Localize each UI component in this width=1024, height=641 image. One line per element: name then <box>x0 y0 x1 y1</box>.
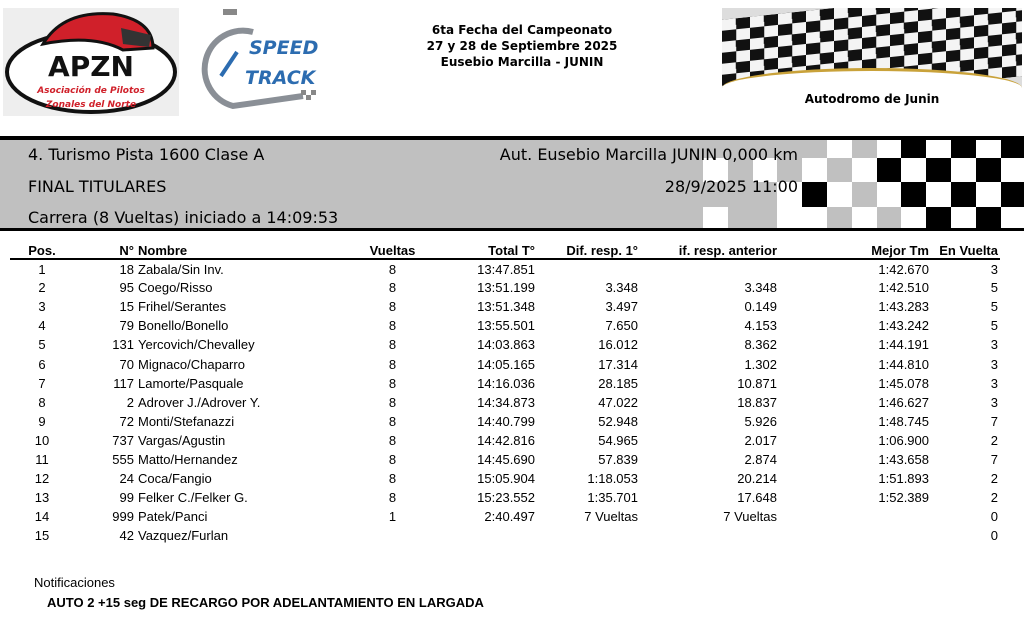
cell-on-lap: 7 <box>990 451 998 467</box>
cell-gap-first: 57.839 <box>598 451 638 467</box>
header-gap-previous: if. resp. anterior <box>640 242 779 259</box>
cell-laps: 8 <box>388 471 397 487</box>
cell-best-lap: 1:51.893 <box>878 471 929 487</box>
cell-number: 131 <box>112 337 134 353</box>
cell-gap-previous: 8.362 <box>744 337 777 353</box>
checker-square <box>852 140 877 158</box>
cell-best-lap: 1:42.670 <box>878 261 929 277</box>
table-row <box>10 354 1000 373</box>
cell-pos: 12 <box>34 471 50 487</box>
cell-total-time: 14:40.799 <box>477 413 535 429</box>
cell-pos: 15 <box>34 528 50 544</box>
checker-square <box>877 140 902 158</box>
cell-pos: 13 <box>34 490 50 506</box>
cell-pos: 10 <box>34 432 50 448</box>
cell-gap-previous: 5.926 <box>744 413 777 429</box>
table-row <box>10 469 1000 488</box>
cell-laps: 8 <box>388 261 397 277</box>
cell-best-lap: 1:44.810 <box>878 356 929 372</box>
cell-pos: 6 <box>38 356 46 372</box>
checker-square <box>802 158 827 182</box>
cell-name: Coego/Risso <box>138 280 213 296</box>
cell-total-time: 14:42.816 <box>477 432 535 448</box>
checker-square <box>877 182 902 207</box>
cell-best-lap: 1:46.627 <box>878 394 929 410</box>
cell-laps: 8 <box>388 432 397 448</box>
cell-on-lap: 7 <box>990 413 998 429</box>
cell-gap-previous: 7 Vueltas <box>723 509 777 525</box>
cell-gap-previous: 17.648 <box>737 490 777 506</box>
cell-number: 79 <box>119 318 134 334</box>
cell-gap-first: 3.497 <box>605 299 638 315</box>
cell-pos: 11 <box>35 451 49 467</box>
table-row <box>10 412 1000 431</box>
apzn-logo-subtitle-1: Asociación de Pilotos <box>37 86 145 96</box>
cell-gap-previous: 18.837 <box>737 394 777 410</box>
cell-gap-first <box>537 526 640 545</box>
cell-name: Coca/Fangio <box>138 471 212 487</box>
cell-laps: 8 <box>388 451 397 467</box>
table-row <box>10 297 1000 316</box>
cell-gap-first: 47.022 <box>598 394 638 410</box>
cell-on-lap: 3 <box>990 337 998 353</box>
cell-gap-first: 1:35.701 <box>587 490 638 506</box>
cell-pos: 2 <box>38 280 46 296</box>
checker-square <box>877 158 902 182</box>
cell-best-lap: 1:43.242 <box>878 318 929 334</box>
cell-number: 2 <box>126 394 134 410</box>
cell-name: Bonello/Bonello <box>138 318 229 334</box>
cell-number: 42 <box>119 528 134 544</box>
checker-square <box>877 207 902 231</box>
cell-best-lap: 1:48.745 <box>878 413 929 429</box>
cell-laps <box>330 526 455 545</box>
checker-square <box>901 140 926 158</box>
cell-gap-previous: 3.348 <box>744 280 777 296</box>
cell-on-lap: 2 <box>990 432 998 448</box>
cell-on-lap: 3 <box>990 375 998 391</box>
table-row <box>10 526 1000 545</box>
cell-best-lap <box>779 526 931 545</box>
table-row <box>10 450 1000 469</box>
checker-square <box>926 207 951 231</box>
cell-on-lap: 3 <box>990 394 998 410</box>
cell-name: Matto/Hernandez <box>138 451 238 467</box>
cell-gap-previous <box>640 526 779 545</box>
cell-gap-first: 1:18.053 <box>587 471 638 487</box>
cell-gap-first: 3.348 <box>605 280 638 296</box>
event-venue: Eusebio Marcilla - JUNIN <box>440 55 604 69</box>
cell-total-time: 14:05.165 <box>477 356 535 372</box>
speedtrack-logo-text-2: TRACK <box>245 67 316 89</box>
cell-gap-previous: 2.017 <box>744 432 777 448</box>
cell-laps: 8 <box>388 394 397 410</box>
table-row <box>10 259 1000 278</box>
cell-pos: 5 <box>38 337 46 353</box>
cell-laps: 8 <box>388 490 397 506</box>
cell-number: 72 <box>119 413 134 429</box>
cell-number: 15 <box>119 299 134 315</box>
cell-name: Yercovich/Chevalley <box>138 337 255 353</box>
header-number: N° <box>74 242 136 259</box>
checker-square <box>951 140 976 158</box>
cell-name: Patek/Panci <box>138 509 208 525</box>
cell-pos: 3 <box>38 299 46 315</box>
cell-name: Adrover J./Adrover Y. <box>138 394 261 410</box>
table-row <box>10 316 1000 335</box>
results-table <box>10 242 1000 545</box>
checker-square <box>703 207 728 231</box>
cell-gap-previous: 4.153 <box>744 318 777 334</box>
cell-on-lap: 5 <box>990 318 998 334</box>
event-dates: 27 y 28 de Septiembre 2025 <box>426 39 618 53</box>
cell-name: Zabala/Sin Inv. <box>138 261 224 277</box>
table-row <box>10 488 1000 507</box>
table-row <box>10 335 1000 354</box>
header-on-lap: En Vuelta <box>931 242 1000 259</box>
cell-number: 24 <box>119 471 134 487</box>
apzn-logo-subtitle-2: Zonales del Norte <box>45 100 137 110</box>
cell-gap-first: 7.650 <box>605 318 638 334</box>
table-row <box>10 278 1000 297</box>
event-round: 6ta Fecha del Campeonato <box>431 23 613 37</box>
cell-laps: 8 <box>388 280 397 296</box>
checker-square <box>827 182 852 207</box>
cell-total-time: 15:23.552 <box>477 490 535 506</box>
header-name: Nombre <box>136 242 330 259</box>
event-info <box>372 22 672 70</box>
table-row <box>10 507 1000 526</box>
cell-best-lap: 1:42.510 <box>878 280 929 296</box>
cell-gap-previous: 20.214 <box>737 471 777 487</box>
cell-pos: 8 <box>38 394 46 410</box>
header-laps: Vueltas <box>330 242 455 259</box>
apzn-logo-text: APZN <box>48 50 134 83</box>
cell-total-time: 13:47.851 <box>477 261 535 277</box>
cell-on-lap: 0 <box>990 528 998 544</box>
checker-square <box>753 207 778 231</box>
table-header <box>10 242 1000 259</box>
cell-laps: 8 <box>388 375 397 391</box>
checker-square <box>802 140 827 158</box>
race-banner <box>0 136 1024 231</box>
cell-total-time: 14:45.690 <box>477 451 535 467</box>
checker-square <box>852 207 877 231</box>
checker-square <box>1001 182 1024 207</box>
cell-number: 99 <box>119 490 134 506</box>
speedtrack-logo <box>193 6 333 112</box>
track-info: Aut. Eusebio Marcilla JUNIN 0,000 km <box>499 145 798 164</box>
cell-name: Vazquez/Furlan <box>138 528 229 544</box>
cell-best-lap: 1:43.658 <box>878 451 929 467</box>
cell-number: 70 <box>119 356 134 372</box>
cell-on-lap: 3 <box>990 356 998 372</box>
checker-square <box>827 140 852 158</box>
cell-gap-first: 17.314 <box>598 356 638 372</box>
cell-best-lap: 1:43.283 <box>878 299 929 315</box>
table-row <box>10 374 1000 393</box>
cell-on-lap: 5 <box>990 280 998 296</box>
checker-square <box>901 182 926 207</box>
checker-square <box>951 182 976 207</box>
cell-laps: 1 <box>388 509 397 525</box>
cell-total-time: 13:51.199 <box>477 280 535 296</box>
cell-gap-first <box>537 259 640 278</box>
cell-on-lap: 5 <box>990 299 998 315</box>
checker-square <box>827 207 852 231</box>
cell-gap-previous: 10.871 <box>737 375 777 391</box>
cell-total-time <box>455 526 537 545</box>
checker-square <box>777 207 802 231</box>
cell-total-time: 14:34.873 <box>477 394 535 410</box>
checker-square <box>901 158 926 182</box>
cell-total-time: 14:03.863 <box>477 337 535 353</box>
checker-square <box>901 207 926 231</box>
cell-pos: 7 <box>38 375 46 391</box>
notification-text: AUTO 2 +15 seg DE RECARGO POR ADELANTAMIENTO EN LARGADA <box>47 595 484 610</box>
cell-on-lap: 3 <box>990 261 998 277</box>
cell-gap-previous: 1.302 <box>744 356 777 372</box>
cell-total-time: 13:55.501 <box>477 318 535 334</box>
speedtrack-logo-text-1: SPEED <box>249 37 319 59</box>
cell-total-time: 2:40.497 <box>484 509 535 525</box>
table-row <box>10 393 1000 412</box>
notifications-label: Notificaciones <box>34 575 115 590</box>
cell-gap-first: 7 Vueltas <box>584 509 638 525</box>
checker-square <box>926 182 951 207</box>
checker-square <box>1001 140 1024 158</box>
cell-pos: 14 <box>34 509 50 525</box>
cell-number: 95 <box>119 280 134 296</box>
cell-gap-first: 54.965 <box>598 432 638 448</box>
cell-gap-first: 16.012 <box>598 337 638 353</box>
checker-square <box>976 207 1001 231</box>
cell-laps: 8 <box>388 337 397 353</box>
header-best-lap: Mejor Tm <box>779 242 931 259</box>
checker-square <box>852 158 877 182</box>
cell-laps: 8 <box>388 318 397 334</box>
checker-square <box>976 182 1001 207</box>
checker-square <box>976 158 1001 182</box>
checker-square <box>1001 207 1024 231</box>
checker-square <box>1001 158 1024 182</box>
cell-laps: 8 <box>388 413 397 429</box>
cell-best-lap: 1:06.900 <box>878 432 929 448</box>
cell-gap-previous <box>640 259 779 278</box>
apzn-logo <box>3 8 179 116</box>
checker-square <box>926 158 951 182</box>
cell-name: Frihel/Serantes <box>138 299 227 315</box>
checkered-flag-image <box>722 8 1022 88</box>
checker-square <box>852 182 877 207</box>
cell-name: Mignaco/Chaparro <box>138 356 245 372</box>
cell-pos: 4 <box>38 318 46 334</box>
cell-pos: 1 <box>38 261 46 277</box>
session-datetime: 28/9/2025 11:00 <box>664 177 798 196</box>
cell-on-lap: 2 <box>990 471 998 487</box>
cell-laps: 8 <box>388 356 397 372</box>
cell-name: Vargas/Agustin <box>138 432 226 448</box>
cell-laps: 8 <box>388 299 397 315</box>
cell-best-lap: 1:52.389 <box>878 490 929 506</box>
checker-square <box>827 158 852 182</box>
cell-gap-first: 28.185 <box>598 375 638 391</box>
cell-gap-first: 52.948 <box>598 413 638 429</box>
cell-name: Lamorte/Pasquale <box>138 375 244 391</box>
autodromo-label: Autodromo de Junin <box>804 92 940 106</box>
checker-square <box>951 158 976 182</box>
category-label: 4. Turismo Pista 1600 Clase A <box>28 145 265 164</box>
cell-number: 737 <box>112 432 134 448</box>
cell-number: 18 <box>119 261 134 277</box>
cell-gap-previous: 2.874 <box>744 451 777 467</box>
cell-total-time: 15:05.904 <box>477 471 535 487</box>
cell-pos: 9 <box>38 413 46 429</box>
cell-name: Monti/Stefanazzi <box>138 413 235 429</box>
checker-square <box>728 207 753 231</box>
checker-square <box>976 140 1001 158</box>
checker-square <box>926 140 951 158</box>
checker-square <box>802 207 827 231</box>
cell-name: Felker C./Felker G. <box>138 490 248 506</box>
cell-best-lap <box>779 507 931 526</box>
cell-number: 999 <box>112 509 134 525</box>
header-gap-first: Dif. resp. 1° <box>537 242 640 259</box>
checker-square <box>802 182 827 207</box>
cell-on-lap: 0 <box>990 509 998 525</box>
cell-gap-previous: 0.149 <box>744 299 777 315</box>
session-label: FINAL TITULARES <box>28 177 167 196</box>
checker-square <box>951 207 976 231</box>
table-row <box>10 431 1000 450</box>
cell-total-time: 14:16.036 <box>477 375 535 391</box>
race-info: Carrera (8 Vueltas) iniciado a 14:09:53 <box>28 208 339 227</box>
cell-best-lap: 1:45.078 <box>878 375 929 391</box>
header-pos: Pos. <box>10 242 74 259</box>
cell-total-time: 13:51.348 <box>477 299 535 315</box>
cell-on-lap: 2 <box>990 490 998 506</box>
cell-number: 555 <box>112 451 134 467</box>
cell-best-lap: 1:44.191 <box>878 337 929 353</box>
cell-number: 117 <box>113 375 134 391</box>
header-total-time: Total T° <box>455 242 537 259</box>
